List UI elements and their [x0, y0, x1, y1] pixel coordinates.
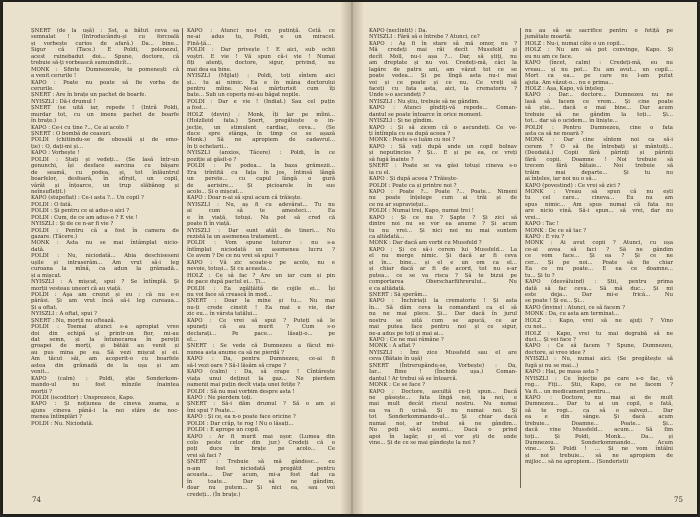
text-line: KAPO : Doar n-ai să spui acum că trăiește. — [187, 195, 302, 202]
text-line: POLDI : Pe podea... la baza grămezii... — [187, 163, 335, 170]
text-line: morții vesteau uneori că au viață. — [31, 285, 122, 292]
text-line: KAPO : Și ce nu ? Șapte ? Și zici să — [369, 214, 517, 221]
text-line: NYISZLI : Dar sunt atât de tineri... Nu — [187, 227, 335, 234]
text-line: MONK : Ce se face ? — [369, 382, 426, 389]
text-line: curoana la mînă, ca adun la grămadă... — [31, 266, 179, 273]
text-line: numai noi, ar trebui să ne gândim... — [369, 420, 517, 427]
right-page-column-1 — [369, 28, 517, 494]
text-line: MONK : Ai avut copii ? Atunci, cu ușa — [525, 240, 673, 247]
text-line: jumătate moartă. — [525, 34, 572, 41]
text-line: genunchi, își desface sarcina cu bășare — [31, 163, 179, 170]
text-line: acest ruinebadut doi... Spune, doctore, că — [31, 53, 179, 60]
text-line: MONK : A aflat ? — [369, 343, 415, 350]
column-divider — [182, 28, 183, 488]
text-line: nevoie, totuși... Și cu aceasta... — [187, 266, 272, 273]
text-line: ai înțeles, iar noi nu o să... — [525, 176, 597, 183]
text-line: îmi spui ? Poate... — [187, 407, 235, 414]
text-line: KAPO : Atunci gîndiți-vă repede... Coman- — [369, 105, 517, 112]
right-page-column-2 — [525, 28, 673, 494]
text-line: poziție ai găsit-o ? — [187, 156, 237, 163]
text-line: semnalat ! (Introducându-și cu forcoală — [31, 34, 179, 41]
left-page-column-1 — [31, 28, 179, 494]
text-line: au pus mina pe ea. Să vezi mișcat și ei. — [31, 349, 179, 356]
text-line: KAPO (calm) : Da, să crape ! Cîntărește — [187, 369, 335, 376]
text-line: astea din grămadă de la ușa și am — [31, 362, 179, 369]
text-line: KAPO : Și să zicem că o ascundeți. Ce ve- — [369, 124, 517, 131]
text-line: KAPO : Poate nu poate să fie vorba de — [31, 79, 179, 86]
text-line: ție) : O, dați-mi și... — [31, 143, 84, 150]
text-line: KAPO : Să vați după unde un copil bolnav — [369, 143, 517, 150]
text-line: tu cel care... cineva... Eu nu am — [525, 195, 673, 202]
text-line: nu-ți crede cinstit ! Ea mai e vie, dar — [187, 304, 335, 311]
text-line: KAPO (stupefiat) : Ce-i asta ?... Un copil ? — [31, 195, 144, 202]
column-divider — [520, 28, 521, 488]
text-line: comportarea Oberscharführerului... Nu — [369, 279, 517, 286]
text-line: POLDI : Cum, de ce am adus-o ? E vie ! — [31, 214, 138, 221]
text-line: NYISZLI : A oftat, spui ? — [31, 311, 97, 318]
book-spread — [3, 2, 697, 514]
text-line: Ce avem ? De ce nu vrei să spui ? — [187, 253, 278, 260]
text-line: tu... Și tu ? — [525, 272, 555, 279]
text-line: NYISZLI : Și ne gîndim. — [369, 118, 434, 125]
text-line: ȘNERT : Se vede că Dumnezeu a făcut mi- — [187, 343, 335, 350]
text-line: poate fi în viață. — [187, 221, 231, 228]
text-line: KAPO : Ar fi murit mai ușor. (Lumea din — [187, 433, 335, 440]
text-line: menea întîmplări ? — [31, 414, 82, 421]
text-line: ea e din sânge. Și dacă acum — [525, 414, 673, 421]
text-line: KAPO : Ce-i cu tine ?... Ce ai acolo ? — [31, 124, 129, 131]
text-line: pentru mîine. Ne-ai mărturisit cum îți — [187, 85, 335, 92]
text-line: Va fi... un medicament pentru... — [525, 388, 611, 395]
text-line: morții ? — [31, 388, 52, 395]
text-line: MONK : Dar dacă am vorbi cu Mussfeld ? — [369, 240, 482, 247]
text-line: rezistă la un asemenea tratament... — [187, 234, 283, 240]
text-line: POLDI : Ea zgâlțâită de cojile ei... Își — [187, 285, 335, 292]
text-line: POLDI : Poate ca și printre noi ? — [369, 182, 457, 189]
text-line: MONK : Asta nu se mai întâmplat nicio- — [31, 240, 179, 247]
text-line: doar nu putem... Și nici ea, sau voi — [187, 485, 335, 492]
text-line: Dumnezeu... Sonderkommando... Acum — [525, 440, 673, 446]
text-line: dantul se poate întoarce în orice moment. — [369, 111, 483, 118]
text-line: el nu merge nimic. Și dacă ar fi ceva — [369, 253, 517, 260]
text-line: dantul ! Ar trebui să se întoarcă. — [369, 375, 458, 382]
text-line: ȘNERT : O bombă de ceasuri. — [31, 131, 112, 137]
text-line: KAPO : Și ce, ea n-o poate face oricine ? — [187, 414, 296, 421]
text-line: tot... dar să o ucidem... în liniște... — [525, 118, 618, 125]
text-line: bate... Sub un coperiș mi-au băgat nopile. — [187, 92, 301, 99]
text-line: dată. — [31, 246, 45, 253]
text-line: POLDI : Numai trei, Kapo, numai trei ! — [369, 208, 474, 215]
text-line: ușile și intraserăm... Am vrut să-i leg — [31, 259, 179, 266]
text-line: HOLZ : Kapo, vrei să ne ajuți ? Vino — [525, 317, 673, 324]
text-line: POLDI : Să nu mai vorbim despre asta ! — [187, 388, 295, 395]
text-line: KAPO : Doctore, nu mai ai de mult — [525, 394, 673, 401]
text-line: Mă credeți mai răi decît Mussfeld și — [369, 47, 517, 54]
text-line: NYISZLI : Fără să o întrebe ? Atunci, ce? — [369, 34, 480, 41]
text-line: cu noi... — [525, 324, 547, 331]
text-line: MONK : De ce să tac ? — [525, 227, 587, 234]
text-line: POLDI : Vom spune tuturor : nu s-a — [187, 240, 335, 247]
text-line: și vorbește curios de afară.) Da... bine... — [31, 40, 179, 47]
text-line: POLDI : Pentru Dumnezeu, cine o fata — [525, 124, 673, 131]
text-line: KAPO : Hai, pe masa asta ? — [525, 369, 599, 376]
text-line: trecem fără bătaie... Noi trebuie să — [525, 163, 673, 170]
text-line: vrei... — [525, 214, 541, 221]
text-line: groapei de morți, și bătăii au venit și — [31, 343, 179, 350]
text-line: HOLZ : Kapo, vrei tu mai degrabă să ne — [525, 330, 673, 337]
text-line: KAPO (neclintit) : Da. — [369, 28, 428, 34]
text-line: KAPO : Ne pierdem toți. — [187, 394, 253, 401]
text-line: gazare. (Tăcere.) — [31, 234, 78, 240]
text-line: ȘNERT : Trebuie să mă gândesc... eu — [187, 459, 335, 466]
text-line: toți... Și Poldi, Monk... Da... și — [525, 433, 673, 440]
text-line: ajuns cineva până-i la noi stăre de noc- — [31, 407, 179, 414]
text-line: eu nu am ce face. — [525, 53, 573, 60]
text-line: ȘNERT : Doar la mine și tu... Nu mai — [187, 298, 335, 305]
page-number-right: 75 — [674, 496, 683, 504]
text-line: lasă să facem ce vrem... Și cine poate — [525, 98, 673, 105]
text-line: KAPO : Atunci nu-i co putință. Cetă ce — [187, 28, 335, 34]
text-line: mando-ul nu fost mînzile înaintea — [31, 382, 179, 389]
text-line: apoi în lagăr, și el vor ști de unde — [369, 433, 517, 440]
text-line: poți duce în brațe pe acolo... Ce — [187, 446, 335, 453]
text-line: ea va fi ucisă. Și nu numai noi. Și — [369, 407, 517, 414]
text-line: KAPO : Vorbește ! — [31, 150, 80, 157]
text-line: mai mult decât riscul nostru. Nu numai — [369, 401, 517, 408]
text-line: lagăre de patru ani, am văzut tot ce se — [369, 66, 517, 73]
text-line: Și a oftat. — [31, 304, 58, 311]
text-line: el... — [187, 337, 197, 343]
text-line: și... tu ai nimic. Ea e în mâna doctorului — [187, 79, 335, 86]
text-line: KAPO : Tac ! — [525, 221, 559, 228]
text-line: doctore, ai vreo idee ? — [525, 349, 586, 356]
text-line: dacă vine Mussfeld... acum... Să fim — [525, 427, 673, 434]
text-line: ce vom face... Și ea ? Și ce ne — [525, 253, 673, 260]
text-line: în brațe.) — [31, 118, 57, 125]
text-line: KAPO (învins) : Atunci, ce să facem ? — [525, 304, 625, 311]
text-line: POLDI : Dar privește ! E aici, sub ochii — [187, 47, 335, 54]
text-line: NYISZLI : Nu, aș fi cu adevărat... Tu nu — [187, 201, 335, 208]
text-line: doi din echipă și printr-un fior, mi-au — [31, 330, 179, 337]
text-line: POLDI : Aşa am crezut și eu : că nu e-o — [31, 291, 179, 298]
text-line: ȘNERT : Poate se va găsi totuși cineva s-o — [369, 163, 517, 170]
text-line: KAPO : Închiriați la crematoriu ! Și asta — [369, 298, 517, 305]
text-line: Am tăcut săi, am acoperit-o cu boarfele — [31, 356, 179, 363]
text-line: tu nu vrei... Și nici noi nu mai suntem — [369, 227, 517, 234]
text-line: KAPO : Poate ?... Poate ?... Poate... Nimeni — [369, 188, 517, 195]
text-line: zic eu... în vârsta tatălui... — [187, 311, 258, 318]
text-line: HOLZ : Nu am să pot convinge, Kapo. Și — [525, 47, 673, 54]
text-line: nostru se uită cum se apucă, ce ar — [369, 317, 517, 324]
text-line: de pace după pactul ei... Ți... — [187, 279, 266, 286]
text-line: vine... Și Poldi ! ... Și ne vom întâlni — [525, 446, 673, 453]
text-line: viața unui deținut la gaz... Ne pierdem — [187, 375, 335, 382]
text-line: și a mișcat. — [31, 272, 62, 279]
text-line: ia cu el. — [369, 169, 391, 176]
text-line: ȘNERT (de la ușă) : Sst, a bătut ceva sa — [31, 28, 179, 34]
text-line: venit... — [31, 369, 50, 376]
text-line: MONK : Poate s-o luăm cu noi ? — [369, 137, 455, 144]
text-line: POLDI : O fată. — [31, 201, 73, 208]
text-line: nu voi face să crească în mod... — [187, 291, 272, 298]
text-line: KAPO : Și ce să-i cerem lui Mussfeld... La — [369, 246, 517, 253]
text-line: POLDI : Și pentru ce ai adus-o aici ? — [31, 208, 130, 215]
text-line: POLDI : Dar e vie ! (Indiat.) Sau cel puțin — [187, 98, 335, 105]
text-line: (Deodată.) Copii fără părinți și părinți — [525, 150, 673, 157]
text-line: ne-ai adus tu, Poldi, e un miracol. — [187, 34, 335, 41]
text-line: să te rogi... ca să o salvezi... Dar — [525, 407, 673, 414]
text-line: e în viață, totuși. Nu pot să cred că — [187, 214, 335, 221]
text-line: POLDI : Dar crăp, te rog ! Nu o lăsați... — [187, 420, 294, 427]
text-line: să știe... dacă e mai bine... Dar acum — [525, 105, 673, 112]
text-line: Monk.) Să ne apropiem de cadavrul... — [187, 137, 335, 144]
text-line: de aerisire... Și picioarele în sus — [187, 182, 335, 189]
text-line: ȘNERT : Nu, morții nu oftează. — [31, 317, 116, 324]
text-line: ȘNERT : Să sperăm... — [369, 291, 428, 298]
text-line: Iar... Bine ! (Închide ușa.) Coman- — [369, 369, 517, 376]
text-line: și noi trebuie... să ne apropiem de — [525, 452, 673, 459]
text-line: credeți... (În brațe.) — [187, 491, 241, 498]
text-line: KAPO : E viu ? — [525, 234, 565, 240]
text-line: jecție, un stimulent cardiac, ceva... (Se — [187, 124, 335, 131]
left-page — [31, 28, 337, 498]
text-line: POLDI : Pentru că a fost în camera de — [31, 227, 179, 234]
left-page-column-2 — [187, 28, 335, 498]
text-line: Dumnezeu... Dar tu ai un copil, o fată, — [525, 401, 673, 408]
text-line: HOLZ : Nu-i, numai câte o un copil... — [525, 40, 625, 47]
text-line: dintre noi nu se vor ea anume ? Și acum — [369, 221, 517, 228]
text-line: acolo... Și o mișcat... — [187, 188, 243, 195]
text-line: e ca altădată. — [369, 285, 406, 292]
text-line: KAPO (povestind) : Ce vrei să zici ? — [525, 182, 621, 189]
text-line: în toate... Dar să ne gândim, — [187, 478, 335, 485]
text-line: Fină-ță... — [187, 40, 212, 47]
text-line: este deja... Dar mi-e frică... Nu — [525, 291, 673, 298]
text-line: MONK : Dar cine sîntem noi ca să-i — [525, 137, 673, 144]
text-line: trebuie... Doamne... Poate... Și... — [525, 420, 673, 427]
text-line: voi și ce poate și ce nu. Ce vreți să — [369, 79, 517, 86]
text-line: ajuta. Am văzut-o... nu e prima... — [525, 79, 614, 86]
text-line: voștri. E vie ! Vă spun că-i vie ! Numai — [187, 53, 335, 60]
text-line: dată să fac ceva... Să mă duc... Și mi — [525, 285, 673, 292]
text-line: a venit cerurile ! — [31, 73, 77, 80]
text-line: are nicio vină. Să-i spun... să vrei, dar nu — [525, 208, 673, 215]
book-gutter — [340, 2, 364, 514]
text-line: duce spre stânga, în timp ce se așază — [187, 131, 335, 137]
text-line: tot Sonderkommando-ul... Și chiar dacă — [369, 414, 517, 421]
text-line: KAPO : Ce vrei să spui ? Puteți să le — [187, 317, 335, 324]
text-line: KAPO : Dar... doctore... Dumnezeu nu ne — [525, 92, 673, 99]
text-line: fiți atenți, doctore, sigur, privind, nu — [187, 60, 335, 67]
text-line: HOLZ : Așa, Kapo, vă înțeleg. — [525, 85, 606, 92]
text-line: neînsuflețit.) — [31, 188, 66, 195]
text-line: întîmplat niciodată un asemenea lucru ? — [187, 246, 335, 253]
text-line: putea... ce se va risca ? Să te bizui pe — [369, 272, 517, 279]
text-line: KAPO (calm) : Poldi, știe Sonderkom- — [31, 375, 179, 382]
text-line: Sigur că (Tace.) E Poldi, polonezul, — [31, 47, 179, 54]
right-page — [369, 28, 675, 494]
text-line: boarfelor, desfoară, în sfîrșit, un copil, — [31, 176, 179, 183]
text-line: mai dea ea bine. — [187, 66, 232, 73]
text-line: KAPO : Și noțiunea de cineva zeama, a — [31, 401, 179, 408]
text-line: și chiar dacă ar fi de acord, tot nu s-ar — [369, 266, 517, 273]
text-line: NYISZLI : Dă-i drumul ! — [31, 98, 96, 105]
text-line: Ea ce nu poate... E ea ce doamne... — [525, 266, 673, 273]
text-line: nu ne mai plece. Și... Dar dacă în jurul — [369, 311, 517, 318]
text-line: mai putea face pentru noi și ce sigur, — [369, 324, 517, 331]
text-line: KAPO : Vă zic scoate-o pe acolo, nu e — [187, 259, 335, 266]
text-line: HOLZ (devin) : Monk, îți lar pe mîini... — [187, 111, 335, 118]
text-line: POLDI : Toemai atunci s-a apropiat vreo — [31, 324, 179, 331]
text-line: POLDI : E aprope un copil. — [187, 427, 260, 434]
text-line: KAPO : Aș fi în stare să mă omor, nu ? — [369, 40, 517, 47]
text-line: ȘNERT (Întrerupându-se, Vorbește) : Da, — [369, 362, 517, 369]
text-line: fără copii. Doamne ! Noi trebuie să — [525, 156, 673, 163]
text-line: ca altădată... — [369, 234, 405, 240]
text-line: cerurile. — [31, 85, 54, 92]
page-number-left: 74 — [32, 496, 41, 504]
text-line: în ți ochelarii... — [187, 143, 229, 150]
text-line: am dreptate și nu voi. Credeți-mă, căci la — [369, 60, 517, 67]
text-line: în... Să dăm ceva la comandant ca el să — [369, 304, 517, 311]
text-line: NYISZLI (Mijlat) : Poldi, toți sîntem aici — [187, 73, 335, 80]
text-line: mijloc... să ne apropiem... (Sonderistii — [525, 459, 629, 466]
text-line: POLDI : Nu. Niciodată. — [31, 420, 94, 427]
text-line: Mort ca ea... pe care nu l-am putut — [525, 73, 673, 80]
text-line: nu au să se sacrifice pentru o fetiță pe — [525, 28, 673, 34]
text-line: (Holzlleid fata.) Șnert, pregătește o in- — [187, 118, 335, 125]
text-line: HOLZ : Ce să fac ? Are un iar cum și pin — [187, 272, 335, 279]
text-line: NYISZLI : Și de ce n-ar fi vie ? — [31, 221, 114, 228]
text-line: faceți cu fata asta, aici, la crematoriu ? — [369, 85, 517, 92]
text-line: pârăsi. Și am vrut încă să-i leg cureaua... — [31, 298, 179, 305]
text-line: NYISZLI : Nu știu, trebuie să ne gândim. — [369, 98, 480, 105]
text-line: trebuie să-ți vorbească sumuindicît... — [31, 60, 132, 67]
text-line: și în... bine... și el e un om ca el... — [369, 259, 517, 266]
text-line: POLDI (iscoditor) : Unsprezece, Kapo. — [31, 394, 135, 401]
text-line: a fost... — [187, 105, 208, 112]
text-line: dat semn, și la întunecarea în pereții — [31, 337, 179, 343]
text-line: nu poate înțelege cum ai trăi și de — [369, 195, 517, 202]
text-line: se poate ! Și eu... Și... — [525, 298, 585, 305]
text-line: ne-a adus pe toți și mai ai... — [369, 330, 444, 337]
text-line: ne găsește... fata lîngă noi, la noi, e — [369, 394, 517, 401]
text-line: MONK : Vreau să spun că nu ești — [525, 188, 673, 195]
text-line: murdar tot, cu un imens pachet de boarfe — [31, 111, 179, 118]
text-line: Era trîntită cu fața în jos, întinsă lângă — [187, 169, 335, 176]
text-line: vârât și înțoarce, un trup slăbănog și — [31, 182, 179, 189]
text-line: NYISZLI : Nu, numai aici. (Se pregătește să — [525, 356, 673, 363]
text-line: Nu poți să-ți asumi... Dacă o prind — [369, 427, 517, 434]
text-line: decît Moll, nu-i așa ?... Dar, să știți, nu — [369, 53, 517, 60]
text-line: KAPO (încet, calm) : Credeți-mă, eu nu — [525, 60, 673, 67]
text-line: oamenii mai puțin decît viața unei fetițe ? — [187, 382, 300, 389]
text-line: MONK : Da, cu asta am terminat... — [525, 311, 619, 318]
text-line: ȘNERT (se uită iar, repede ! (Intră Poldi, — [31, 105, 179, 112]
text-line: POLDI (chitiindu-se de obosală și de emo- — [31, 137, 179, 144]
text-line: nunea asta anume ca să ne pierdă ? — [187, 349, 284, 356]
text-line: KAPO (desvăluind) : Știi, pentru prima — [525, 279, 673, 286]
text-line: de seamă, cu podea, și, tot înlăuntrul — [31, 169, 179, 176]
text-line: KAPO : Da, pentru Dumnezeu, ce-ai fi — [187, 356, 335, 363]
text-line: rog... Fiți... Știi, Kapo, ce ne facem ? — [525, 382, 673, 389]
text-line: poate vedea... Și pe lîngă asta nu-i mai — [369, 73, 517, 80]
text-line: cer... Și pe noi... Poate să fie chiar — [525, 259, 673, 266]
text-line: vine... Și de ce se mai gândește la noi ? — [369, 440, 476, 446]
text-line: vrei să faci ? — [187, 452, 222, 459]
text-line: NYISZLI : A mișcat, spui ? Se întîmplă. Și — [31, 279, 179, 286]
text-line: un perete... cu capul lângă o gură — [187, 176, 335, 183]
text-line: declarați... Pe pace... lăsați-o... pe — [187, 330, 335, 337]
text-line: spuneți că au murit ? Cum s-o — [187, 324, 335, 331]
text-line: MONK : Sfinte Dumnezeule, te pomenești că — [31, 66, 179, 73]
text-line: n-am fost niciodată pregătit pentru — [187, 465, 335, 472]
text-line: trebuie să ne gândim la toți... Și... — [525, 111, 673, 118]
text-line: ȘNERT : Să-i dăm drumul ? Să o am și — [187, 401, 335, 408]
text-line: fugă și nu se mai...) — [525, 362, 579, 369]
text-line: spus nimic... Am spus numai că fata nu — [525, 201, 673, 208]
text-line: trăim mai departe... Și tu nu — [525, 169, 673, 176]
text-line: KAPO : Ce ne mai rămâne ? — [369, 337, 444, 343]
text-line: ceva (Bătaie în ușă) — [369, 356, 423, 363]
text-line: Unde s-o ascundeți ? — [369, 92, 426, 99]
text-line: POLDI : Nu, niciodată... Abia deschiseseni — [31, 253, 179, 260]
text-line: și neputincios ? Și... E și pe ea, ce vreți — [369, 150, 517, 157]
text-line: POLDI : Stați și vedeți... (Se lasă într-un — [31, 156, 179, 163]
text-line: NYISZLI : Ce înjecție pe care s-o fac, vă — [525, 375, 673, 382]
text-line: NYISZLI : Îmi zice Mussfeld sau el are — [369, 349, 517, 356]
text-line: KAPO : Doctore, ascultă ce-ți spun... Dacă — [369, 388, 517, 395]
text-line: ȘNERT : Are în brațe un pachet de boarfe. — [31, 92, 147, 99]
text-line: KAPO : Și după aceea ? Trăiește- — [369, 176, 458, 183]
text-line: ai cum să te amesteci... Ea — [187, 208, 335, 215]
text-line: cerem ? O să fie întrebați și mântuiți... — [525, 143, 673, 150]
text-line: să fugă înainte ? — [369, 156, 414, 163]
text-line: să-l vezi oare ? Să-l lăsăm să crape ? — [187, 362, 286, 369]
text-line: KAPO : Ce să facem ? Spune, Dumnezeu, — [525, 343, 673, 350]
text-line: vreau... și nu pot... Eu am avut... un copil... — [525, 66, 673, 73]
text-line: asta ca să ne moară ? — [525, 131, 584, 137]
text-line: ce nu ar supraviețui... — [369, 201, 429, 208]
text-line: ce-ai avea să faci ? Să ne gândim — [525, 246, 673, 253]
text-line: colo peste celor din jur.) Credeți că o — [187, 440, 335, 446]
text-line: aceasta... Dar acum, mi-a fost dat ca — [187, 472, 335, 479]
text-line: NYISZLI (anxios, Tăcere) : Poldi, în ce — [187, 150, 335, 157]
text-line: duci... Și vei face ? — [525, 337, 576, 343]
text-line: ți întîmpla cu ea după aceea ? — [369, 131, 451, 137]
